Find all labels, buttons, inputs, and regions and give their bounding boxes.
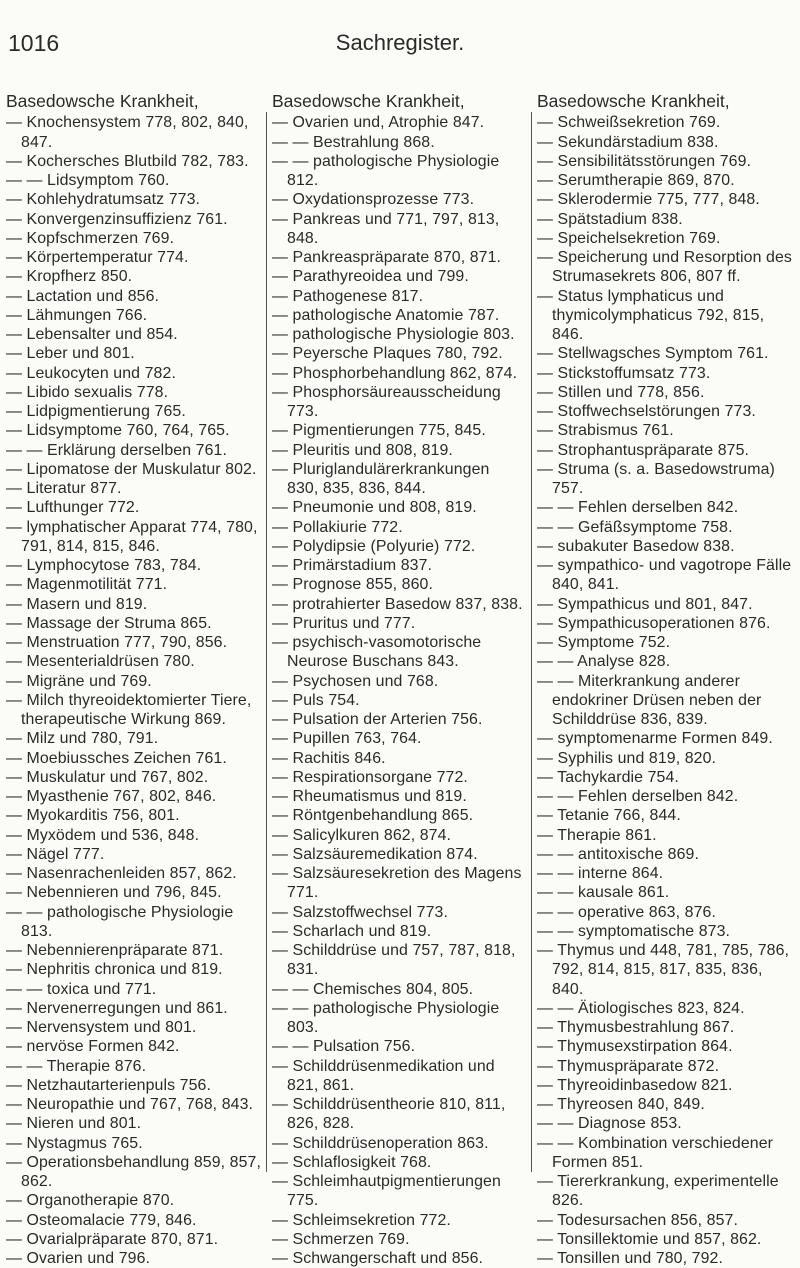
index-entry: — Polydipsie (Polyurie) 772. <box>272 537 476 555</box>
index-entry: — Sympathicusoperationen 876. <box>537 614 771 632</box>
index-entry: — Sekundärstadium 838. <box>537 133 719 151</box>
index-entry: — Lidsymptome 760, 764, 765. <box>6 422 230 440</box>
index-entry: — Kropfherz 850. <box>6 268 133 286</box>
index-entry: — Strabismus 761. <box>537 422 674 440</box>
index-entry: — Phosphorbehandlung 862, 874. <box>272 364 518 382</box>
index-entry: — Pupillen 763, 764. <box>272 730 422 748</box>
running-title: Sachregister. <box>335 30 465 55</box>
index-entry: — Status lymphaticus und thymicolymphaticus 792, 815, 846. <box>537 287 765 343</box>
index-entry: — — Pulsation 756. <box>272 1038 416 1056</box>
index-entry: — Schleimhautpigmentierungen 775. <box>272 1173 501 1210</box>
index-column-3 <box>537 92 797 1268</box>
index-entry: — Tonsillen und 780, 792. <box>537 1250 723 1267</box>
index-entry: — Puls 754. <box>272 691 360 709</box>
index-entry: — Pluriglandulärerkrankungen 830, 835, 836, 844. <box>272 460 490 497</box>
index-entry: — Pathogenese 817. <box>272 287 424 305</box>
index-entry: — Nebennierenpräparate 871. <box>6 942 224 959</box>
index-entry: — Struma (s. a. Basedowstruma) 757. <box>537 460 775 497</box>
index-entry: — Myokarditis 756, 801. <box>6 807 180 825</box>
index-entry: — Nervenerregungen und 861. <box>6 999 228 1017</box>
index-entry: — — symptomatische 873. <box>537 922 731 940</box>
index-entry: — Pleuritis und 808, 819. <box>272 441 453 459</box>
index-entry: — Nasenrachenleiden 857, 862. <box>6 865 237 882</box>
index-entry: — — kausale 861. <box>537 884 670 902</box>
index-entry: — Pneumonie und 808, 819. <box>272 499 477 517</box>
index-entry: — Migräne und 769. <box>6 672 152 690</box>
index-entry: — pathologische Physiologie 803. <box>272 326 515 343</box>
index-entry: — Leukocyten und 782. <box>6 364 176 382</box>
index-entry: — Myxödem und 536, 848. <box>6 826 200 844</box>
index-entry: — sympathico- und vagotrope Fälle 840, 841. <box>537 557 792 594</box>
index-entry: — Psychosen und 768. <box>272 672 439 690</box>
index-entry: — Literatur 877. <box>6 480 122 497</box>
index-entry: — Lactation und 856. <box>6 287 160 305</box>
index-entry: — subakuter Basedow 838. <box>537 537 735 555</box>
index-entry: — Salicylkuren 862, 874. <box>272 826 452 844</box>
index-entry: — — Fehlen derselben 842. <box>537 499 739 517</box>
index-entry: — Kochersches Blutbild 782, 783. <box>6 152 249 170</box>
index-entry: — Nephritis chronica und 819. <box>6 961 223 979</box>
index-entry: — Pigmentierungen 775, 845. <box>272 422 486 440</box>
index-entry: — Thyreoidinbasedow 821. <box>537 1076 733 1094</box>
index-entry: — — Bestrahlung 868. <box>272 133 435 151</box>
index-entry: — Schwangerschaft und 856. <box>272 1250 484 1267</box>
index-entry: — Salzsäuresekretion des Magens 771. <box>272 865 522 902</box>
index-entry: — Lipomatose der Muskulatur 802. <box>6 460 257 478</box>
index-entry: — Speicherung und Resorption des Strumasekrets 806, 807 ff. <box>537 249 792 286</box>
index-entry: — Organotherapie 870. <box>6 1192 175 1210</box>
index-entry: — Milch thyreoidektomierter Tiere, therapeutische Wirkung 869. <box>6 691 252 728</box>
index-entry: — Peyersche Plaques 780, 792. <box>272 345 503 363</box>
index-column-1 <box>6 92 261 1268</box>
index-entry: — — Gefäßsymptome 758. <box>537 518 733 536</box>
index-entry: — Massage der Struma 865. <box>6 614 212 632</box>
index-entry: — Syphilis und 819, 820. <box>537 749 717 767</box>
index-entry: — Salzstoffwechsel 773. <box>272 903 449 921</box>
index-entry: — Spätstadium 838. <box>537 210 683 228</box>
index-entry: — Tetanie 766, 844. <box>537 807 681 825</box>
index-entry: — — Analyse 828. <box>537 653 671 671</box>
page-number: 1016 <box>8 30 60 56</box>
index-entry: — Therapie 861. <box>537 826 657 844</box>
index-entry: — Thymusbestrahlung 867. <box>537 1019 735 1036</box>
index-entry: — psychisch-vasomotorische Neurose Buschans 843. <box>272 634 482 671</box>
index-entry: — Todesursachen 856, 857. <box>537 1211 738 1229</box>
index-entry: — Stellwagsches Symptom 761. <box>537 345 769 363</box>
index-entry: — Phosphorsäureausscheidung 773. <box>272 383 501 420</box>
index-entry: — Stillen und 778, 856. <box>537 383 705 401</box>
index-entry: — Ovarialpräparate 870, 871. <box>6 1230 219 1248</box>
index-entry: — Parathyreoidea und 799. <box>272 268 469 286</box>
index-entry: — Osteomalacie 779, 846. <box>6 1211 197 1229</box>
index-entry: — — pathologische Physiologie 812. <box>272 152 500 189</box>
index-entry: — Pulsation der Arterien 756. <box>272 711 483 728</box>
index-entry: — Schlaflosigkeit 768. <box>272 1153 432 1171</box>
index-entry: — Knochensystem 778, 802, 840, 847. <box>6 114 249 151</box>
index-entry: — Schilddrüsenmedikation und 821, 861. <box>272 1057 495 1094</box>
index-entry: — Salzsäuremedikation 874. <box>272 845 478 863</box>
index-entry: — Libido sexualis 778. <box>6 383 169 401</box>
index-entry: — Schweißsekretion 769. <box>537 114 721 132</box>
index-entry: — Ovarien und 796. <box>6 1250 151 1267</box>
index-entry: — Strophantuspräparate 875. <box>537 441 750 459</box>
index-entry: — Speichelsekretion 769. <box>537 229 721 247</box>
index-entry: — Pollakiurie 772. <box>272 518 403 536</box>
index-entry: — — pathologische Physiologie 813. <box>6 903 234 940</box>
index-entry: — Lebensalter und 854. <box>6 326 178 343</box>
index-entry: — — Diagnose 853. <box>537 1115 682 1133</box>
index-entry: — Nieren und 801. <box>6 1115 142 1133</box>
index-entry: — — Ätiologisches 823, 824. <box>537 999 745 1017</box>
index-entry: — Pankreas und 771, 797, 813, 848. <box>272 210 500 247</box>
index-entry: — Prognose 855, 860. <box>272 576 434 594</box>
index-entry: — Tiererkrankung, experimentelle 826. <box>537 1173 779 1210</box>
index-entry: — Kopfschmerzen 769. <box>6 229 175 247</box>
index-entry: — Ovarien und, Atrophie 847. <box>272 114 485 132</box>
column-heading: Basedowsche Krankheit, <box>6 91 199 111</box>
index-entry: — Neuropathie und 767, 768, 843. <box>6 1096 254 1113</box>
index-entry: — Primärstadium 837. <box>272 557 433 574</box>
index-entry: — Symptome 752. <box>537 634 671 651</box>
index-entry: — — Therapie 876. <box>6 1057 147 1075</box>
index-entry: — Lufthunger 772. <box>6 499 140 517</box>
column-heading: Basedowsche Krankheit, <box>272 91 465 111</box>
index-entry: — Sensibilitätsstörungen 769. <box>537 152 752 170</box>
index-entry: — — toxica und 771. <box>6 980 157 998</box>
index-entry: — Moebiussches Zeichen 761. <box>6 749 227 767</box>
index-entry: — — Erklärung derselben 761. <box>6 441 227 459</box>
index-entry: — Körpertemperatur 774. <box>6 249 189 266</box>
index-entry: — Menstruation 777, 790, 856. <box>6 634 228 651</box>
index-entry: — lymphatischer Apparat 774, 780, 791, 814, 815, 846. <box>6 518 258 555</box>
index-entry: — Nervensystem und 801. <box>6 1019 197 1036</box>
index-entry: — — operative 863, 876. <box>537 903 716 921</box>
index-entry: — Rachitis 846. <box>272 749 386 767</box>
index-entry: — Schilddrüsentheorie 810, 811, 826, 828. <box>272 1096 506 1133</box>
index-entry: — — Miterkrankung anderer endokriner Drüsen neben der Schilddrüse 836, 839. <box>537 672 762 728</box>
index-columns <box>0 91 800 1267</box>
index-entry: — Nystagmus 765. <box>6 1134 143 1152</box>
index-entry: — symptomenarme Formen 849. <box>537 730 773 748</box>
index-entry: — Pruritus und 777. <box>272 614 416 632</box>
index-entry: — Thymusexstirpation 864. <box>537 1038 733 1056</box>
index-entry: — Konvergenzinsuffizienz 761. <box>6 210 228 228</box>
index-entry: — Pankreaspräparate 870, 871. <box>272 249 502 266</box>
column-divider <box>266 112 267 1172</box>
column-divider <box>531 112 532 1172</box>
index-entry: — Myasthenie 767, 802, 846. <box>6 788 217 805</box>
index-entry: — Stickstoffumsatz 773. <box>537 364 711 382</box>
index-entry: — Lähmungen 766. <box>6 306 148 324</box>
index-entry: — Netzhautarterienpuls 756. <box>6 1076 211 1094</box>
index-entry: — Rheumatismus und 819. <box>272 788 467 805</box>
index-entry: — Scharlach und 819. <box>272 922 432 940</box>
index-entry: — nervöse Formen 842. <box>6 1038 180 1056</box>
index-entry: — Milz und 780, 791. <box>6 730 159 748</box>
index-entry: — Nebennieren und 796, 845. <box>6 884 222 902</box>
index-column-2 <box>272 92 525 1268</box>
index-entry: — Schleimsekretion 772. <box>272 1211 451 1229</box>
index-entry: — Sklerodermie 775, 777, 848. <box>537 191 760 209</box>
index-entry: — — antitoxische 869. <box>537 845 699 863</box>
index-entry: — Sympathicus und 801, 847. <box>537 595 753 613</box>
index-entry: — Operationsbehandlung 859, 857, 862. <box>6 1153 261 1190</box>
index-entry: — — pathologische Physiologie 803. <box>272 999 500 1036</box>
index-entry: — Respirationsorgane 772. <box>272 768 468 786</box>
index-entry: — Lidpigmentierung 765. <box>6 403 186 420</box>
index-entry: — — interne 864. <box>537 865 664 882</box>
index-entry: — protrahierter Basedow 837, 838. <box>272 595 523 613</box>
index-entry: — pathologische Anatomie 787. <box>272 306 500 324</box>
index-entry: — Thyreosen 840, 849. <box>537 1096 705 1113</box>
index-entry: — — Lidsymptom 760. <box>6 172 170 189</box>
index-entry: — Thymus und 448, 781, 785, 786, 792, 814, 815, 817, 835, 836, 840. <box>537 942 790 998</box>
index-entry: — Muskulatur und 767, 802. <box>6 768 209 786</box>
index-entry: — Schilddrüsenoperation 863. <box>272 1134 489 1152</box>
index-entry: — Stoffwechselstörungen 773. <box>537 403 756 420</box>
page-header <box>0 30 800 70</box>
index-entry: — Tachykardie 754. <box>537 768 679 786</box>
index-entry: — Oxydationsprozesse 773. <box>272 191 475 209</box>
index-entry: — — Chemisches 804, 805. <box>272 980 474 998</box>
index-entry: — Lymphocytose 783, 784. <box>6 557 202 574</box>
index-entry: — Thymuspräparate 872. <box>537 1057 720 1075</box>
index-entry: — Leber und 801. <box>6 345 135 363</box>
index-entry: — — Kombination verschiedener Formen 851. <box>537 1134 774 1171</box>
index-entry: — Röntgenbehandlung 865. <box>272 807 474 825</box>
column-heading: Basedowsche Krankheit, <box>537 91 730 111</box>
index-entry: — Tonsillektomie und 857, 862. <box>537 1230 762 1248</box>
index-entry: — Magenmotilität 771. <box>6 576 168 594</box>
index-entry: — Mesenterialdrüsen 780. <box>6 653 195 671</box>
index-entry: — Schilddrüse und 757, 787, 818, 831. <box>272 942 516 979</box>
index-entry: — Serumtherapie 869, 870. <box>537 172 735 189</box>
index-entry: — Masern und 819. <box>6 595 148 613</box>
index-entry: — Schmerzen 769. <box>272 1230 410 1248</box>
index-entry: — Nägel 777. <box>6 845 105 863</box>
index-entry: — Kohlehydratumsatz 773. <box>6 191 201 209</box>
index-entry: — — Fehlen derselben 842. <box>537 788 739 805</box>
